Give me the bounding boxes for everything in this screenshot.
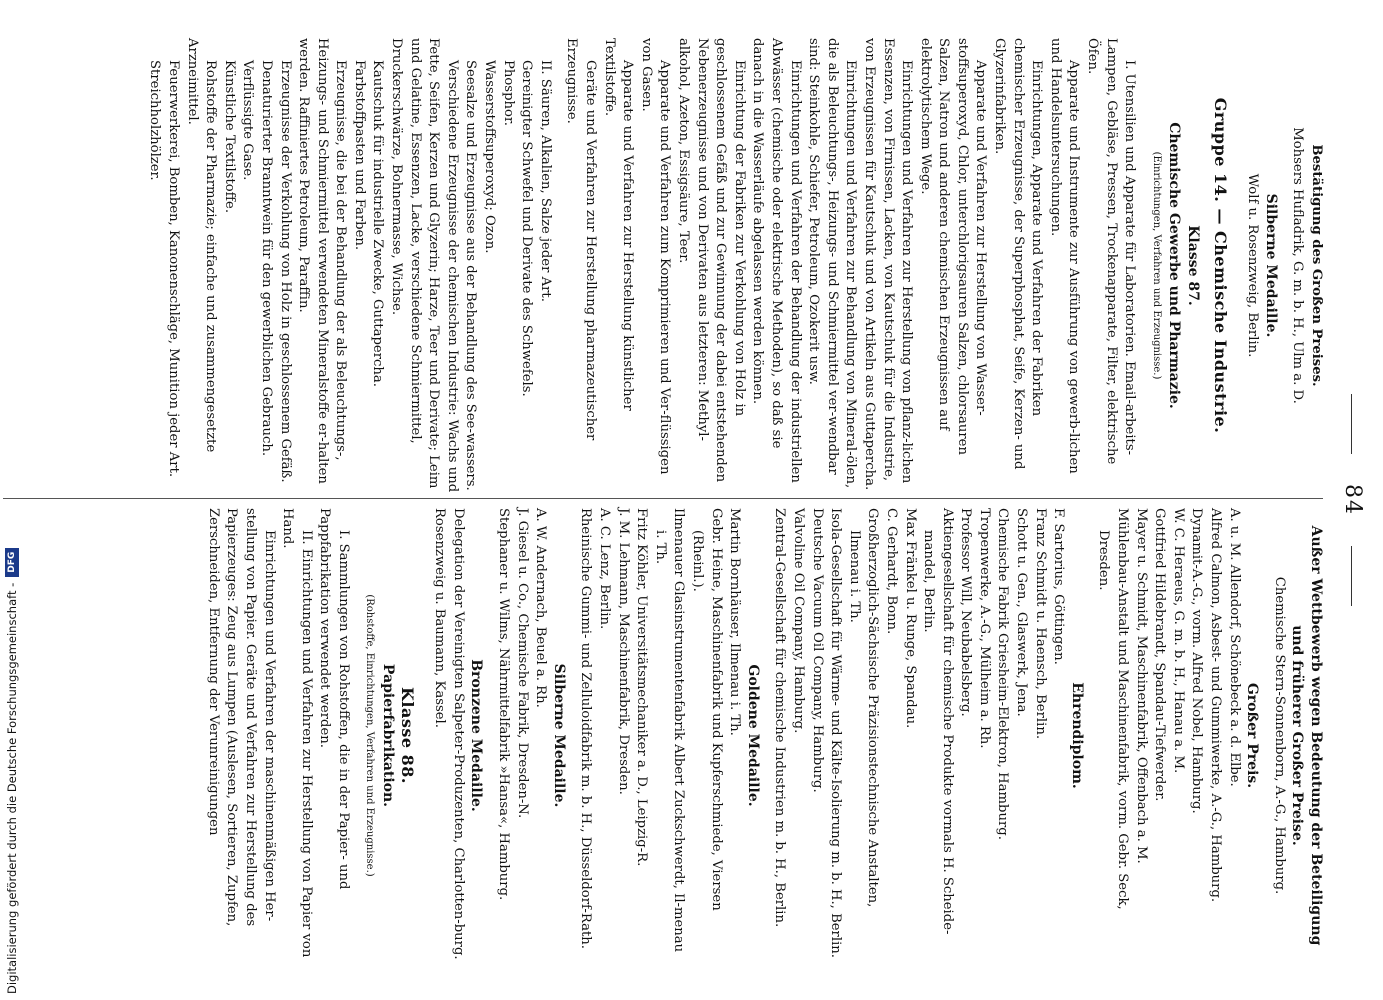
class-paragraph: Einrichtungen und Verfahren der Behandlung der industriellen Abwässer (chemische oder elektrische Methoden), so daß sie danach in die Wasserläufe abgelassen werden können. (750, 38, 803, 483)
award-entry: Gebr. Heine, Maschinenfabrik und Kupferschmiede, Viersen (Rheinl.). (690, 508, 724, 911)
page-number-rule-left (1352, 394, 1353, 454)
class-note: (Rohstoffe, Einrichtungen, Verfahren und Erzeugnisse.) (364, 594, 376, 877)
class-paragraph: Feuerwerkerei, Bomben, Kanonenschläge, Munition jeder Art. (165, 60, 181, 478)
class-title: Papierfabrikation. (380, 663, 397, 808)
class-paragraph: Einrichtungen und Verfahren der maschinenmäßigen Her-stellung von Papier. Geräte und Verfahren zur Herstellung des Papierzeuges: Zeug aus Lumpen (Auslesen, Sortieren, Zupfen, Zerschneiden, Entfernung der Verunreinigungen (205, 508, 277, 927)
dfg-logo[interactable]: DFG (5, 548, 19, 577)
class-heading: Klasse 87. (1185, 225, 1202, 306)
class-paragraph: Verflüssigte Gase. (240, 60, 256, 181)
class-paragraph: Apparate und Instrumente zur Ausführung von gewerb-lichen und Handelsuntersuchungen. (1047, 38, 1082, 474)
award-entry: F. Sartorius, Göttingen. (1051, 508, 1067, 665)
class-paragraph: Seesalze und Erzeugnisse aus der Behandlung des See-wassers. (463, 60, 479, 491)
class-paragraph: Phosphor. (500, 60, 516, 126)
award-entry: Tropenwerke, A.-G., Mülheim a. Rh. (976, 508, 992, 749)
grand-prix-heading: Großer Preis. (1244, 682, 1261, 789)
left-column (145, 38, 1325, 493)
bronze-medal-heading: Bronzene Medaille. (468, 659, 485, 812)
gold-medal-heading: Goldene Medaille. (744, 664, 761, 807)
class-paragraph: Geräte und Verfahren zur Herstellung pharmazeutischer Erzeugnisse. (564, 38, 599, 441)
class-paragraph: Einrichtungen, Apparate und Verfahren der Fabriken chemischer Erzeugnisse, der Superphosphat, Seife, Kerzen- und Glyzerinfabriken. (992, 38, 1045, 470)
digitization-footer (0, 0, 24, 1000)
section-heading: und früherer Großer Preise. (1289, 625, 1306, 846)
award-entry: Stephaner u. Wilms, Nährmittelfabrik »Hansa«, Hamburg. (496, 508, 512, 901)
class-paragraph: Gereinigter Schwefel und Derivate des Schwefels. (519, 60, 535, 397)
award-entry: Max Fränkel u. Runge, Spandau. (902, 508, 918, 729)
class-paragraph: Verschiedene Erzeugnisse der chemischen Industrie: Wachs und Fette, Seifen, Kerzen und Glyzerin; Harze, Teer und Derivate; Leim und Gelatine, Essenzen, Lacke, verschiedene Schmiermittel, Druckerschwärze, Bohnermasse, Wichse. (389, 38, 460, 493)
class-paragraph: Streichholzhölzer. (147, 60, 163, 181)
award-entry: Professor Will, Neubabelsberg. (958, 508, 974, 717)
class-paragraph: Denaturierter Branntwein für den gewerblichen Gebrauch. (258, 60, 274, 457)
class-paragraph: Rohstoffe der Pharmazie; einfache und zusammengesetzte Arzneimittel. (184, 38, 219, 453)
footer-text: Digitalisierung gefördert durch die Deutsche Forschungsgemeinschaft - (5, 582, 19, 994)
award-entry: A. u. M. Allendorf, Schönebeck a. d. Elbe. (1226, 508, 1242, 787)
silver-medal-heading: Silberne Medaille. (1262, 193, 1279, 338)
class-paragraph: II. Einrichtungen und Verfahren zur Herstellung von Papier von Hand. (280, 508, 314, 958)
award-entry: Franz Schmidt u. Haensch, Berlin. (1032, 508, 1048, 740)
class-paragraph: Apparate und Verfahren zum Komprimieren und Ver-flüssigen von Gasen. (638, 38, 673, 475)
award-entry: Martin Bornhäuser, Ilmenau i. Th. (727, 508, 743, 736)
award-entry: Chemische Fabrik Griesheim-Elektron, Hamburg. (995, 508, 1011, 840)
right-column (203, 508, 1325, 963)
award-entry: W. C. Heraeus, G. m. b. H., Hanau a. M. (1170, 508, 1186, 774)
award-entry: Isola-Gesellschaft für Wärme- und Kälte-Isolierung m. b. H., Berlin. (828, 508, 844, 958)
award-entry: Delegation der Vereinigten Salpeter-Produzenten, Charlotten-burg. (450, 508, 466, 960)
page-number-rule-right (1352, 546, 1353, 606)
award-entry: C. Gerhardt, Bonn. (883, 508, 899, 635)
award-entry: Alfred Calmon, Asbest- und Gummiwerke, A.-G., Hamburg. (1208, 508, 1224, 903)
award-entry: Zentral-Gesellschaft für chemische Industrien m. b. H., Berlin. (772, 508, 788, 928)
section-heading: Außer Wettbewerb wegen Bedeutung der Beteiligung (1308, 525, 1324, 946)
column-divider (3, 498, 1323, 499)
group-heading: Gruppe 14. — Chemische Industrie. (1210, 97, 1230, 434)
class-paragraph: Einrichtungen und Verfahren zur Behandlung von Mineral-ölen, die als Beleuchtungs-, Heizungs- und Schmiermittel ver-wendbar sind: Steinkohle, Schiefer, Petroleum, Ozokerit usw. (806, 38, 859, 489)
class-paragraph: Einrichtung der Fabriken zur Verkohlung von Holz in geschlossenem Gefäß und zur Gewinnung der dabei entstehenden Nebenerzeugnisse und von Derivaten aus letzteren: Methyl-alkohol, Azeton, Essigsäure, Teer. (676, 38, 747, 483)
award-entry: J. M. Lehmann, Maschinenfabrik, Dresden. (615, 508, 631, 795)
honor-diploma-heading: Ehrendiplom. (1068, 682, 1085, 789)
award-entry: J. Giesel u. Co., Chemische Fabrik, Dresden-N. (514, 508, 530, 819)
class-paragraph: Farbstoffpasten und Farben. (351, 60, 367, 251)
award-entry: Valvoline Oil Company, Hamburg. (790, 508, 806, 734)
class-paragraph: Erzeugnisse, die bei der Behandlung der als Beleuchtungs-, Heizungs- und Schmiermittel verwendeten Mineralstoffe er-halten werden. Raffiniertes Petroleum, Paraffin. (296, 38, 349, 484)
class-paragraph: Apparate und Verfahren zur Herstellung künstlicher Textilstoffe. (601, 38, 636, 411)
award-entry: Großherzoglich-Sächsische Präzisionstechnische Anstalten, Ilmenau i. Th. (846, 508, 881, 908)
class-paragraph: Wasserstoffsuperoxyd; Ozon. (482, 60, 498, 254)
silver-medal-heading: Silberne Medaille. (550, 663, 567, 808)
award-entry: Rheinische Gummi- und Zelluloidfabrik m. b. H., Düsseldorf-Rath. (578, 508, 594, 949)
class-title: Chemische Gewerbe und Pharmazie. (1166, 122, 1183, 409)
class-paragraph: Apparate und Verfahren zur Herstellung von Wasser-stoffsuperoxyd, Chlor, unterchlorigsauren Salzen, chlorsauren Salzen, Natron und anderen chemischen Erzeugnissen auf elektrolytischem Wege. (917, 38, 989, 455)
award-entry: Schott u. Gen., Glaswerk, Jena. (1014, 508, 1030, 717)
class-paragraph: Erzeugnisse der Verkohlung von Holz in geschlossenem Gefäß. (277, 60, 293, 483)
award-entry: Aktiengesellschaft für chemische Produkte vormals H. Scheide-mandel, Berlin. (921, 508, 955, 935)
intro-line: Bestätigung des Großen Preises. (1309, 144, 1324, 387)
class-paragraph: I. Utensilien und Apparate für Laboratorien. Email-arbeits-Lampen, Gebläse, Pressen, Trockenapparate, Filter, elektrische Öfen. (1085, 38, 1138, 465)
page-number (1340, 0, 1365, 1000)
class-paragraph: Künstliche Textilstoffe. (221, 60, 237, 214)
award-entry: Rosenzweig u. Baumann, Kassel. (432, 508, 448, 728)
class-paragraph: Einrichtungen und Verfahren zur Herstellung von pflanz-lichen Essenzen, von Firnissen, Lacken, von Kautschuk für die Industrie, von Erzeugnissen für Kautschuk und von Artikeln aus Guttapercha. (861, 38, 915, 491)
award-entry: A. C. Lenz, Berlin. (597, 508, 613, 630)
award-entry: Ilmenauer Glasinstrumentenfabrik Albert Zuckschwerdt, Il-menau i. Th. (652, 508, 687, 953)
award-entry: Deutsche Vacuum Oil Company, Hamburg. (809, 508, 825, 793)
section-subheading: Chemische Stern-Sonnenborn, A.-G., Hamburg. (1271, 576, 1287, 895)
class-paragraph: II. Säuren, Alkalien, Salze jeder Art. (537, 60, 553, 302)
intro-line: Mohsers Hufladrik, G. m. b. H., Ulm a. D. (1290, 127, 1306, 404)
award-entry: A. W. Andernach, Beuel a. Rh. (533, 508, 549, 708)
class-paragraph: I. Sammlungen von Rohstoffen, die in der Papier- und Pappfabrikation verwendet werden. (317, 508, 351, 890)
award-entry: Fritz Köhler, Universitätsmechaniker a. D., Leipzig-R. (634, 508, 650, 867)
award-entry: Mayer u. Schmidt, Maschinenfabrik, Offenbach a. M. (1133, 508, 1149, 864)
class-heading: Klasse 88. (397, 687, 417, 784)
page-number-text: 84 (1340, 484, 1365, 516)
silver-medal-entry: Wolf u. Rosenzweig, Berlin. (1245, 173, 1261, 358)
award-entry: Gottfried Hildebrandt, Spandau-Tiefwerder. (1152, 508, 1168, 802)
award-entry: Dynamit-A.-G., vorm. Alfred Nobel, Hamburg. (1189, 508, 1205, 814)
class-paragraph: Kautschuk für industrielle Zwecke, Guttapercha. (370, 60, 386, 387)
award-entry: Mühlenbau-Anstalt und Maschinenfabrik, vorm. Gebr. Seck, Dresden. (1096, 508, 1131, 910)
class-note: (Einrichtungen, Verfahren und Erzeugnisse.) (1150, 151, 1162, 380)
